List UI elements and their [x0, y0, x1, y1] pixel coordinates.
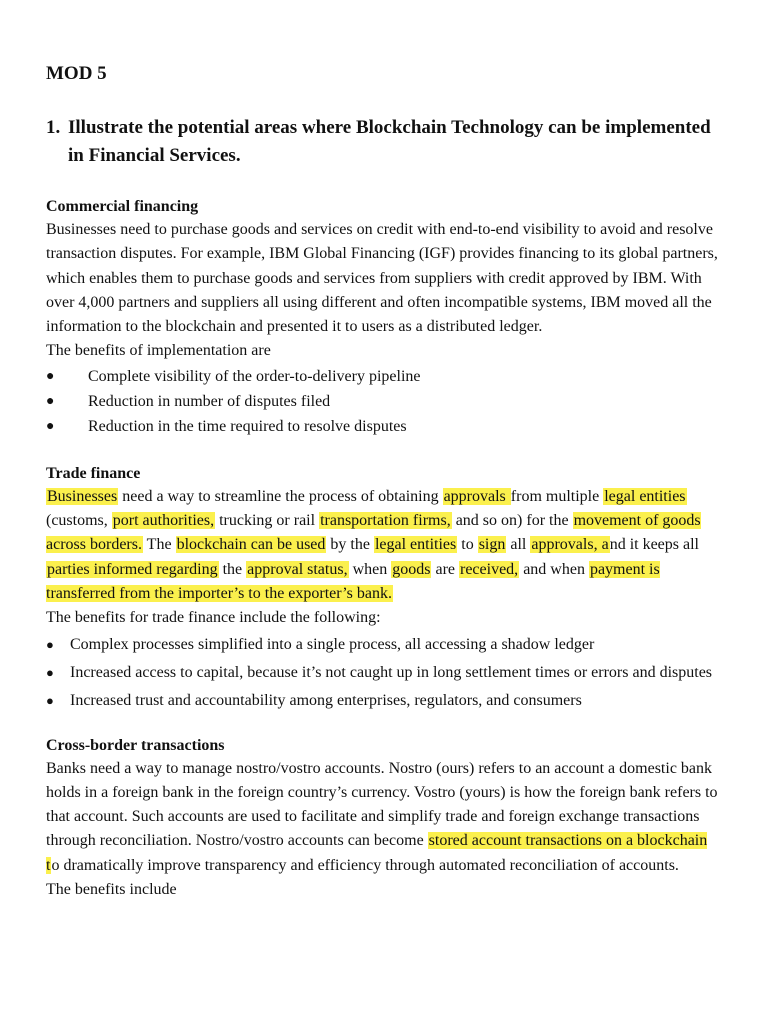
bullet-icon: ●	[46, 692, 54, 708]
paragraph-text: all	[506, 536, 531, 554]
trade-heading: Trade finance	[46, 464, 141, 482]
highlighted-text: stored account transactions on a blockchain t	[46, 832, 708, 874]
paragraph-text: and so on) for the	[451, 512, 573, 530]
paragraph-text: The	[142, 536, 176, 554]
bullet-icon: ●	[46, 636, 54, 652]
trade-paragraph	[46, 485, 722, 606]
bullet-icon: ●	[46, 368, 55, 384]
crossborder-paragraph	[46, 757, 722, 878]
list-item-text: Increased access to capital, because it’s not caught up in long settlement times or errors and disputes	[70, 663, 713, 681]
paragraph-text: from multiple	[510, 487, 604, 505]
paragraph-text: when	[348, 560, 392, 578]
paragraph-text: (customs,	[46, 512, 112, 530]
list-item	[46, 389, 722, 414]
list-item	[46, 364, 722, 389]
highlighted-text: transportation firms,	[320, 512, 451, 530]
bullet-icon: ●	[46, 664, 54, 680]
highlighted-text: Businesses	[47, 487, 118, 505]
paragraph-text: are	[431, 560, 459, 578]
module-title: MOD 5	[46, 63, 107, 84]
highlighted-text: movement of goods across borders.	[46, 512, 701, 554]
highlighted-text: goods	[392, 560, 431, 578]
paragraph-text: and when	[519, 560, 589, 578]
paragraph-text: the	[218, 560, 247, 578]
crossborder-heading: Cross-border transactions	[46, 736, 225, 754]
bullet-icon: ●	[46, 393, 55, 409]
paragraph-text: by the	[326, 536, 374, 554]
trade-benefits-intro: The benefits for trade finance include the following:	[46, 609, 381, 627]
highlighted-text: sign	[478, 536, 506, 554]
list-item	[46, 689, 722, 712]
highlighted-text: legal entities	[374, 536, 457, 554]
list-item-text: Complete visibility of the order-to-delivery pipeline	[88, 367, 421, 385]
highlighted-text: approval status,	[247, 560, 348, 578]
highlighted-text: approvals	[443, 487, 510, 505]
paragraph-text: o dramatically improve transparency and efficiency through automated reconciliation of accounts.	[51, 856, 679, 874]
highlighted-text: legal entities	[604, 487, 686, 505]
bullet-icon: ●	[46, 418, 55, 434]
commercial-paragraph: Businesses need to purchase goods and services on credit with end-to-end visibility to avoid and resolve transaction disputes. For example, IBM Global Financing (IGF) provides financing to its global partners, which enables them to purchase goods and services from suppliers with credit approved by IBM. With over 4,000 partners and suppliers all using different and often incompatible systems, IBM moved all the information to the blockchain and presented it to users as a distributed ledger.	[46, 221, 718, 336]
list-item	[46, 414, 722, 439]
highlighted-text: received,	[460, 560, 519, 578]
question-number: 1.	[46, 117, 61, 138]
highlighted-text: payment is transferred from the importer’s to the exporter’s bank.	[46, 560, 660, 602]
commercial-benefits-intro: The benefits of implementation are	[46, 342, 271, 360]
list-item-text: Increased trust and accountability among enterprises, regulators, and consumers	[70, 691, 582, 709]
list-item-text: Reduction in the time required to resolve disputes	[88, 417, 407, 435]
list-item	[46, 661, 722, 684]
question-text: Illustrate the potential areas where Blockchain Technology can be implemented in Financial Services.	[68, 117, 711, 166]
paragraph-text: nd it keeps all	[609, 536, 699, 554]
highlighted-text: parties informed regarding	[47, 560, 218, 578]
highlighted-text: approvals, a	[531, 536, 609, 554]
question-heading	[46, 114, 722, 170]
commercial-heading: Commercial financing	[46, 198, 199, 215]
paragraph-text: to	[457, 536, 478, 554]
paragraph-text: Banks need a way to manage nostro/vostro accounts. Nostro (ours) refers to an account a domestic bank holds in a foreign bank in the foreign country’s currency. Vostro (yours) is how the foreign bank refers to that account. Such accounts are used to facilitate and simplify trade and foreign exchange transactions through reconciliation. Nostro/vostro accounts can become	[46, 759, 718, 850]
highlighted-text: port authorities,	[112, 512, 215, 530]
highlighted-text: blockchain can be used	[176, 536, 326, 554]
paragraph-text: trucking or rail	[215, 512, 320, 530]
commercial-benefits-list	[46, 364, 722, 439]
trade-benefits-list	[46, 633, 722, 712]
list-item-text: Reduction in number of disputes filed	[88, 392, 331, 410]
list-item	[46, 633, 722, 656]
paragraph-text: need a way to streamline the process of obtaining	[118, 487, 443, 505]
crossborder-benefits-intro: The benefits include	[46, 881, 177, 899]
list-item-text: Complex processes simplified into a single process, all accessing a shadow ledger	[70, 635, 595, 653]
